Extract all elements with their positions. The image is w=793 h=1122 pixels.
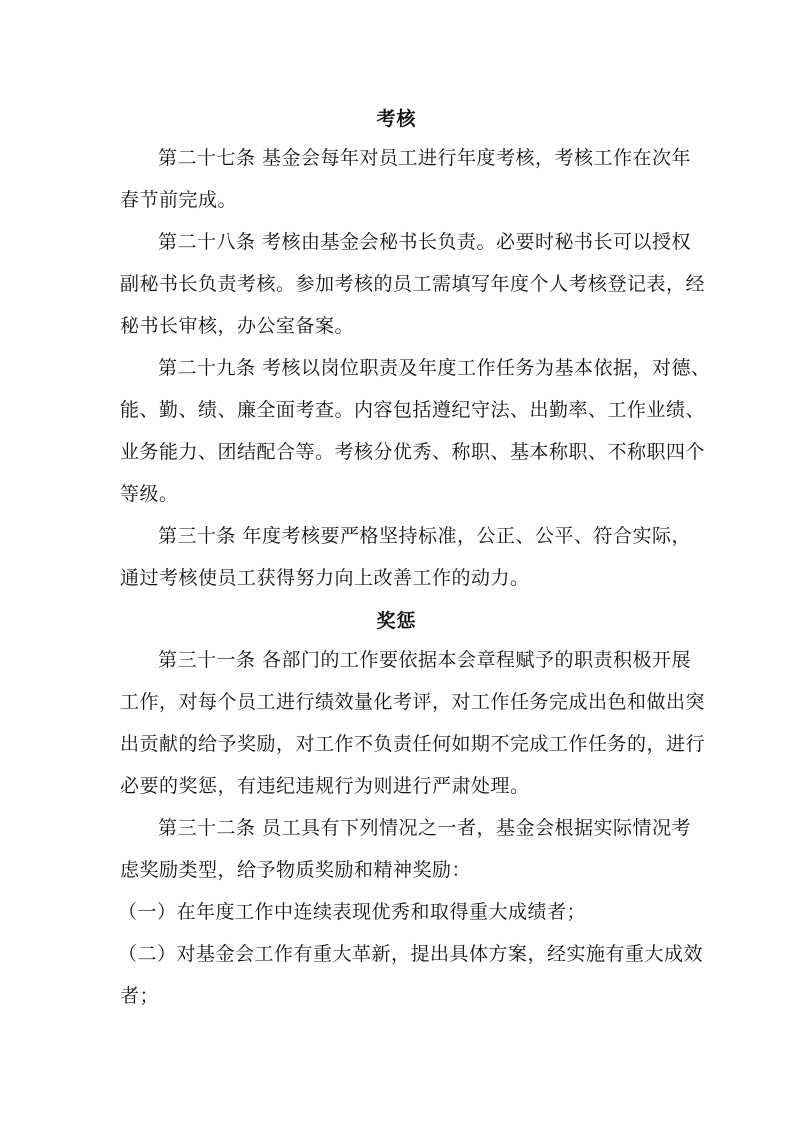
article-30-line-1: 第三十条 年度考核要严格坚持标准，公正、公平、符合实际， [158,525,692,547]
article-32-line-2: 虑奖励类型，给予物质奖励和精神奖励： [120,859,472,881]
article-31-line-4: 必要的奖惩，有违纪违规行为则进行严肃处理。 [120,775,530,797]
article-32-item-1: （一）在年度工作中连续表现优秀和取得重大成绩者； [118,901,587,923]
article-29-line-3: 业务能力、团结配合等。考核分优秀、称职、基本称职、不称职四个 [120,441,706,463]
article-28-line-3: 秘书长审核，办公室备案。 [120,315,355,337]
article-28-line-2: 副秘书长负责考核。参加考核的员工需填写年度个人考核登记表，经 [120,273,706,295]
article-29-line-1: 第二十九条 考核以岗位职责及年度工作任务为基本依据，对德、 [158,357,711,379]
article-29-line-4: 等级。 [120,483,179,505]
article-31-line-3: 出贡献的给予奖励，对工作不负责任何如期不完成工作任务的，进行 [120,733,706,755]
article-31-line-1: 第三十一条 各部门的工作要依据本会章程赋予的职责积极开展 [158,649,692,671]
section-heading-jiangcheng: 奖惩 [376,610,417,632]
article-31-line-2: 工作，对每个员工进行绩效量化考评，对工作任务完成出色和做出突 [120,691,706,713]
article-27-line-2: 春节前完成。 [120,189,238,211]
article-32-item-2-line-1: （二）对基金会工作有重大革新，提出具体方案，经实施有重大成效 [118,943,704,965]
article-32-line-1: 第三十二条 员工具有下列情况之一者，基金会根据实际情况考 [158,817,692,839]
article-32-item-2-line-2: 者； [120,985,160,1007]
article-27-line-1: 第二十七条 基金会每年对员工进行年度考核，考核工作在次年 [158,147,692,169]
article-30-line-2: 通过考核使员工获得努力向上改善工作的动力。 [120,567,530,589]
article-28-line-1: 第二十八条 考核由基金会秘书长负责。必要时秘书长可以授权 [158,231,692,253]
article-29-line-2: 能、勤、绩、廉全面考查。内容包括遵纪守法、出勤率、工作业绩、 [120,399,706,421]
section-heading-kaohe: 考核 [376,108,417,130]
